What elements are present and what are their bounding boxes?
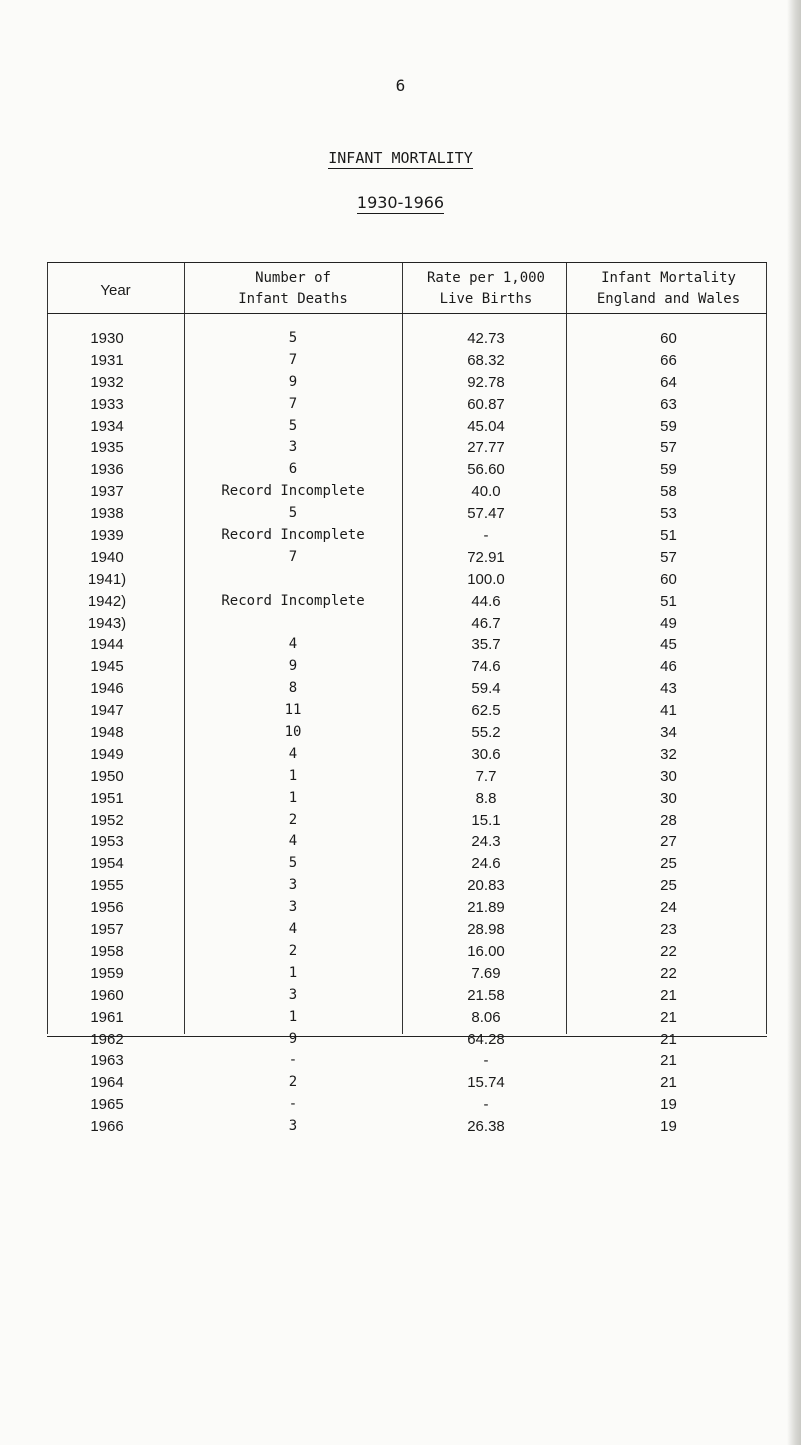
cell-year: 1938 [90,505,124,523]
table-row [47,855,767,877]
table-row [47,439,767,461]
cell-england-wales: 46 [660,658,677,676]
cell-rate: 24.3 [471,833,501,851]
cell-england-wales: 24 [660,899,677,917]
cell-infant-deaths: 4 [288,833,298,850]
table-row [47,1052,767,1074]
cell-rate: - [483,1096,489,1114]
cell-year: 1958 [90,942,124,960]
cell-england-wales: 23 [660,921,677,939]
cell-rate: 100.0 [467,570,505,588]
cell-infant-deaths: - [288,1096,298,1113]
table-row [47,461,767,483]
cell-year: 1944 [90,636,124,654]
cell-rate: 35.7 [471,636,501,654]
cell-england-wales: 45 [660,636,677,654]
header-rate [402,263,570,313]
cell-year: 1939 [90,527,124,545]
header-infant-deaths-line2: Infant Deaths [238,291,348,307]
cell-infant-deaths: 7 [288,351,298,368]
cell-year: 1955 [90,877,124,895]
table-row [47,702,767,724]
cell-rate: - [483,1052,489,1070]
cell-rate: 46.7 [471,614,501,632]
table-row [47,658,767,680]
table-row [47,418,767,440]
table-row [47,549,767,571]
cell-infant-deaths: 9 [288,373,298,390]
cell-rate: 26.38 [467,1118,505,1136]
cell-england-wales: 19 [660,1096,677,1114]
cell-year: 1952 [90,811,124,829]
cell-year: 1940 [90,548,124,566]
cell-england-wales: 64 [660,373,677,391]
cell-rate: 62.5 [471,702,501,720]
cell-england-wales: 58 [660,483,677,501]
table-body [47,330,767,1140]
cell-year: 1931 [90,351,124,369]
cell-england-wales: 27 [660,833,677,851]
table-row [47,636,767,658]
cell-england-wales: 41 [660,702,677,720]
table-row [47,1074,767,1096]
cell-england-wales: 28 [660,811,677,829]
cell-year: 1951 [90,789,124,807]
table-row [47,1118,767,1140]
cell-england-wales: 22 [660,964,677,982]
page-number: 6 [395,76,406,95]
table-row [47,877,767,899]
cell-infant-deaths: 2 [288,1074,298,1091]
cell-infant-deaths: 10 [284,724,302,741]
cell-infant-deaths: 4 [288,636,298,653]
cell-year: 1941) [87,570,127,588]
cell-infant-deaths: 2 [288,942,298,959]
cell-england-wales: 21 [660,986,677,1004]
table-row [47,527,767,549]
cell-rate: 27.77 [467,439,505,457]
table-row [47,1009,767,1031]
cell-rate: 15.74 [467,1074,505,1092]
header-infant-deaths-line1: Number of [255,270,331,286]
table-row [47,943,767,965]
cell-rate: 40.0 [471,483,501,501]
cell-england-wales: 49 [660,614,677,632]
cell-year: 1942) [87,592,127,610]
cell-year: 1930 [90,330,124,347]
cell-infant-deaths: 1 [288,1008,298,1025]
cell-year: 1947 [90,702,124,720]
cell-infant-deaths: 3 [288,899,298,916]
cell-year: 1936 [90,461,124,479]
cell-rate: 55.2 [471,724,501,742]
table-row [47,352,767,374]
cell-rate: 7.69 [471,964,501,982]
cell-year: 1935 [90,439,124,457]
cell-england-wales: 57 [660,439,677,457]
header-england-wales-line1: Infant Mortality [601,270,736,286]
cell-england-wales: 21 [660,1030,677,1048]
table-row [47,483,767,505]
cell-infant-deaths: 2 [288,811,298,828]
cell-england-wales: 30 [660,789,677,807]
cell-england-wales: 60 [660,330,677,347]
header-year: Year [100,282,131,299]
cell-england-wales: 60 [660,570,677,588]
cell-rate: 72.91 [467,548,505,566]
table-row [47,680,767,702]
cell-england-wales: 19 [660,1118,677,1136]
cell-infant-deaths: 1 [288,789,298,806]
table-row [47,790,767,812]
cell-infant-deaths: 1 [288,767,298,784]
cell-rate: 16.00 [467,942,505,960]
table-row [47,921,767,943]
cell-england-wales: 59 [660,461,677,479]
table-row [47,746,767,768]
page-title-text: INFANT MORTALITY [328,149,473,167]
header-england-wales-line2: England and Wales [596,291,741,307]
cell-year: 1962 [90,1030,124,1048]
cell-infant-deaths: 5 [288,505,298,522]
cell-rate: 74.6 [471,658,501,676]
cell-england-wales: 32 [660,745,677,763]
cell-year: 1949 [90,745,124,763]
cell-year: 1953 [90,833,124,851]
cell-england-wales: 59 [660,417,677,435]
cell-year: 1946 [90,680,124,698]
table-row [47,571,767,593]
table-row [47,1096,767,1118]
cell-rate: 21.89 [467,899,505,917]
cell-infant-deaths: Record Incomplete [221,527,365,544]
cell-infant-deaths: 11 [284,702,302,719]
cell-england-wales: 25 [660,855,677,873]
cell-rate: - [483,527,489,545]
table-row [47,1031,767,1053]
header-divider [47,313,767,314]
cell-rate: 28.98 [467,921,505,939]
cell-rate: 59.4 [471,680,501,698]
page-subtitle [0,193,801,212]
cell-england-wales: 34 [660,724,677,742]
cell-rate: 15.1 [471,811,501,829]
header-rate-line1: Rate per 1,000 [426,270,545,286]
cell-rate: 30.6 [471,745,501,763]
table-row [47,330,767,352]
cell-year: 1959 [90,964,124,982]
cell-rate: 24.6 [471,855,501,873]
header-rate-line2: Live Births [439,291,533,307]
cell-infant-deaths: 5 [288,330,298,346]
cell-year: 1945 [90,658,124,676]
cell-rate: 60.87 [467,395,505,413]
cell-england-wales: 21 [660,1074,677,1092]
cell-infant-deaths: 6 [288,461,298,478]
cell-infant-deaths: 4 [288,745,298,762]
cell-year: 1948 [90,724,124,742]
cell-england-wales: 51 [660,592,677,610]
cell-rate: 64.28 [467,1030,505,1048]
cell-year: 1961 [90,1008,124,1026]
cell-infant-deaths: 5 [288,417,298,434]
cell-year: 1963 [90,1052,124,1070]
cell-year: 1960 [90,986,124,1004]
cell-rate: 92.78 [467,373,505,391]
cell-infant-deaths: 1 [288,964,298,981]
cell-rate: 20.83 [467,877,505,895]
cell-infant-deaths: 9 [288,658,298,675]
scan-edge-shadow [787,0,801,1445]
table-row [47,768,767,790]
cell-england-wales: 21 [660,1008,677,1026]
cell-england-wales: 53 [660,505,677,523]
cell-infant-deaths: 3 [288,877,298,894]
table-row [47,724,767,746]
cell-england-wales: 66 [660,351,677,369]
cell-year: 1966 [90,1118,124,1136]
cell-england-wales: 43 [660,680,677,698]
cell-infant-deaths: 7 [288,548,298,565]
table-row [47,505,767,527]
cell-infant-deaths: 4 [288,921,298,938]
cell-england-wales: 63 [660,395,677,413]
cell-year: 1943) [87,614,127,632]
cell-year: 1957 [90,921,124,939]
cell-england-wales: 51 [660,527,677,545]
cell-rate: 8.8 [475,789,497,807]
table-row [47,965,767,987]
cell-infant-deaths: 3 [288,986,298,1003]
cell-year: 1950 [90,767,124,785]
cell-year: 1933 [90,395,124,413]
table-row [47,615,767,637]
cell-infant-deaths: 9 [288,1030,298,1047]
table-row [47,593,767,615]
cell-rate: 57.47 [467,505,505,523]
cell-infant-deaths: 3 [288,439,298,456]
cell-rate: 45.04 [467,417,505,435]
cell-infant-deaths: 5 [288,855,298,872]
table-row [47,899,767,921]
cell-england-wales: 25 [660,877,677,895]
cell-infant-deaths: 8 [288,680,298,697]
cell-infant-deaths: Record Incomplete [221,592,365,609]
header-infant-deaths [184,263,402,313]
table-row [47,812,767,834]
cell-infant-deaths: 3 [288,1118,298,1135]
cell-year: 1934 [90,417,124,435]
cell-year: 1965 [90,1096,124,1114]
cell-infant-deaths: - [288,1052,298,1069]
cell-year: 1954 [90,855,124,873]
cell-rate: 42.73 [467,330,505,347]
cell-england-wales: 22 [660,942,677,960]
cell-rate: 21.58 [467,986,505,1004]
cell-england-wales: 30 [660,767,677,785]
cell-rate: 56.60 [467,461,505,479]
cell-infant-deaths: 7 [288,395,298,412]
cell-england-wales: 21 [660,1052,677,1070]
cell-rate: 68.32 [467,351,505,369]
page-title [0,149,801,167]
cell-year: 1964 [90,1074,124,1092]
cell-infant-deaths: Record Incomplete [221,483,365,500]
table-row [47,374,767,396]
cell-year: 1956 [90,899,124,917]
table-row [47,833,767,855]
cell-rate: 44.6 [471,592,501,610]
table-row [47,396,767,418]
cell-year: 1937 [90,483,124,501]
page-subtitle-text: 1930-1966 [356,193,445,212]
cell-rate: 7.7 [475,767,497,785]
cell-england-wales: 57 [660,548,677,566]
table-row [47,987,767,1009]
cell-year: 1932 [90,373,124,391]
cell-rate: 8.06 [471,1008,501,1026]
mortality-table [47,262,767,1136]
header-england-wales [570,263,767,313]
